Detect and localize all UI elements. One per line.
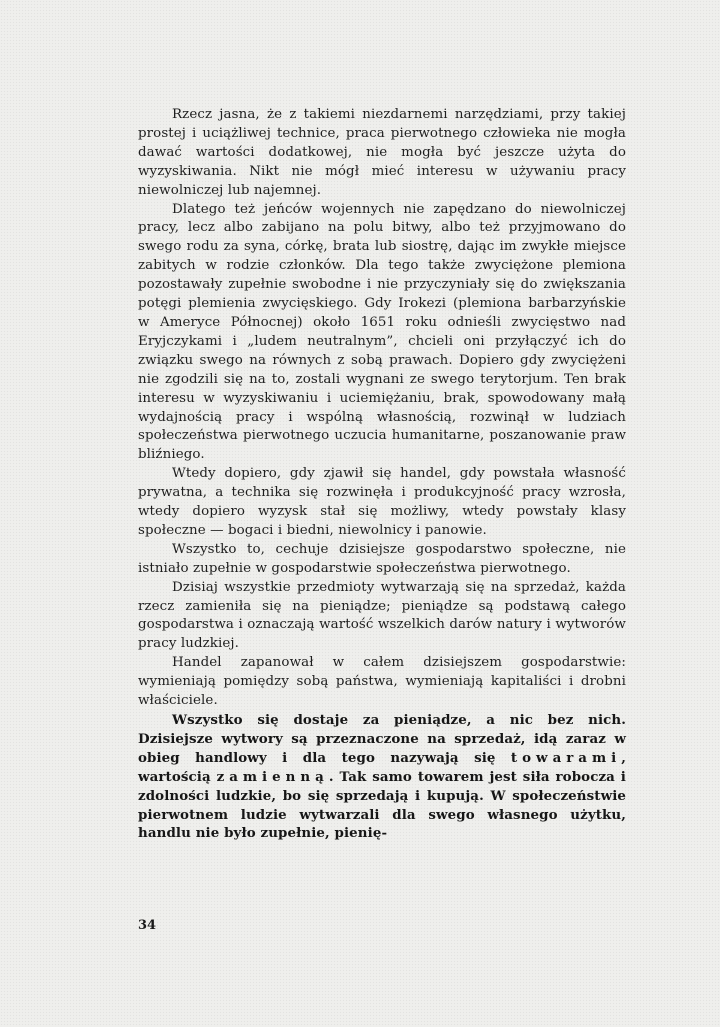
paragraph-5: Dzisiaj wszystkie przedmioty wytwarzają się na sprzedaż, każda rzecz zamieniła się na pieniądze; pieniądze są podstawą całego gospodarstwa i oznaczają wartość wszelkich darów natury i wytworów pracy ludzkiej. bbox=[138, 579, 626, 652]
paragraph-2: Dlatego też jeńców wojennych nie zapędzano do niewolniczej pracy, lecz albo zabijano na polu bitwy, albo też przyjmowano do swego rodu za syna, córkę, brata lub siostrę, dając im zwykłe miejsce zabitych w rodzie członków. Dla tego także zwyciężone plemiona pozostawały zupełnie swobodne i nie przyczyniały się do zwiększania potęgi plemienia zwycięskiego. Gdy Irokezi (plemiona barbarzyńskie w Ameryce Północnej) około 1651 roku odnieśli zwycięstwo nad Eryjczykami i „ludem neutralnym”, chcieli oni przyłączyć ich do związku swego na równych z sobą prawach. Dopiero gdy zwyciężeni nie zgodzili się na to, zostali wygnani ze swego terytorjum. Ten brak interesu w wyzyskiwaniu i uciemiężaniu, brak, spowodowany małą wydajnością pracy i wspólną własnością, rozwinął w ludziach społeczeństwa pierwotnego uczucia humanitarne, poszanowanie praw bliźniego. bbox=[138, 201, 626, 463]
paragraph-7-before: Wszystko się dostaje za pieniądze, a nic bez nich. Dzisiejsze wytwory są przeznaczone na sprzedaż, idą zaraz w obieg handlowy i dla tego nazywają się bbox=[138, 712, 626, 766]
page-number: 34 bbox=[138, 918, 157, 933]
paragraph-1: Rzecz jasna, że z takiemi niezdarnemi narzędziami, przy takiej prostej i uciążliwej technice, praca pierwotnego człowieka nie mogła dawać wartości dodatkowej, nie mogła być jeszcze użyta do wyzyskiwania. Nikt nie mógł mieć interesu w używaniu pracy niewolniczej lub najemnej. bbox=[138, 107, 626, 198]
page-body bbox=[138, 106, 626, 843]
paragraph-7-after: . Tak samo towarem jest siła robocza i zdolności ludzkie, bo się sprzedają i kupują. W społeczeństwie pierwotnem ludzie wytwarzali dla swego własnego użytku, handlu nie było zupełnie, pienię- bbox=[138, 768, 626, 842]
paragraph-6: Handel zapanował w całem dzisiejszem gospodarstwie: wymieniają pomiędzy sobą państwa, wymieniają kapitaliści i drobni właściciele. bbox=[138, 655, 626, 709]
spaced-term-towarami: towarami bbox=[510, 749, 622, 766]
paragraph-3: Wtedy dopiero, gdy zjawił się handel, gdy powstała własność prywatna, a technika się rozwinęła i produkcyjność pracy wzrosła, wtedy dopiero wyzysk stał się możliwy, wtedy powstały klasy społeczne — bogaci i biedni, niewolnicy i panowie. bbox=[138, 466, 626, 538]
spaced-term-zamienna: zamienną bbox=[216, 768, 329, 785]
paragraph-7-middle: , wartością bbox=[138, 749, 626, 785]
paragraph-4: Wszystko to, cechuje dzisiejsze gospodarstwo społeczne, nie istniało zupełnie w gospodarstwie społeczeństwa pierwotnego. bbox=[138, 541, 626, 576]
paragraph-7 bbox=[138, 711, 626, 843]
